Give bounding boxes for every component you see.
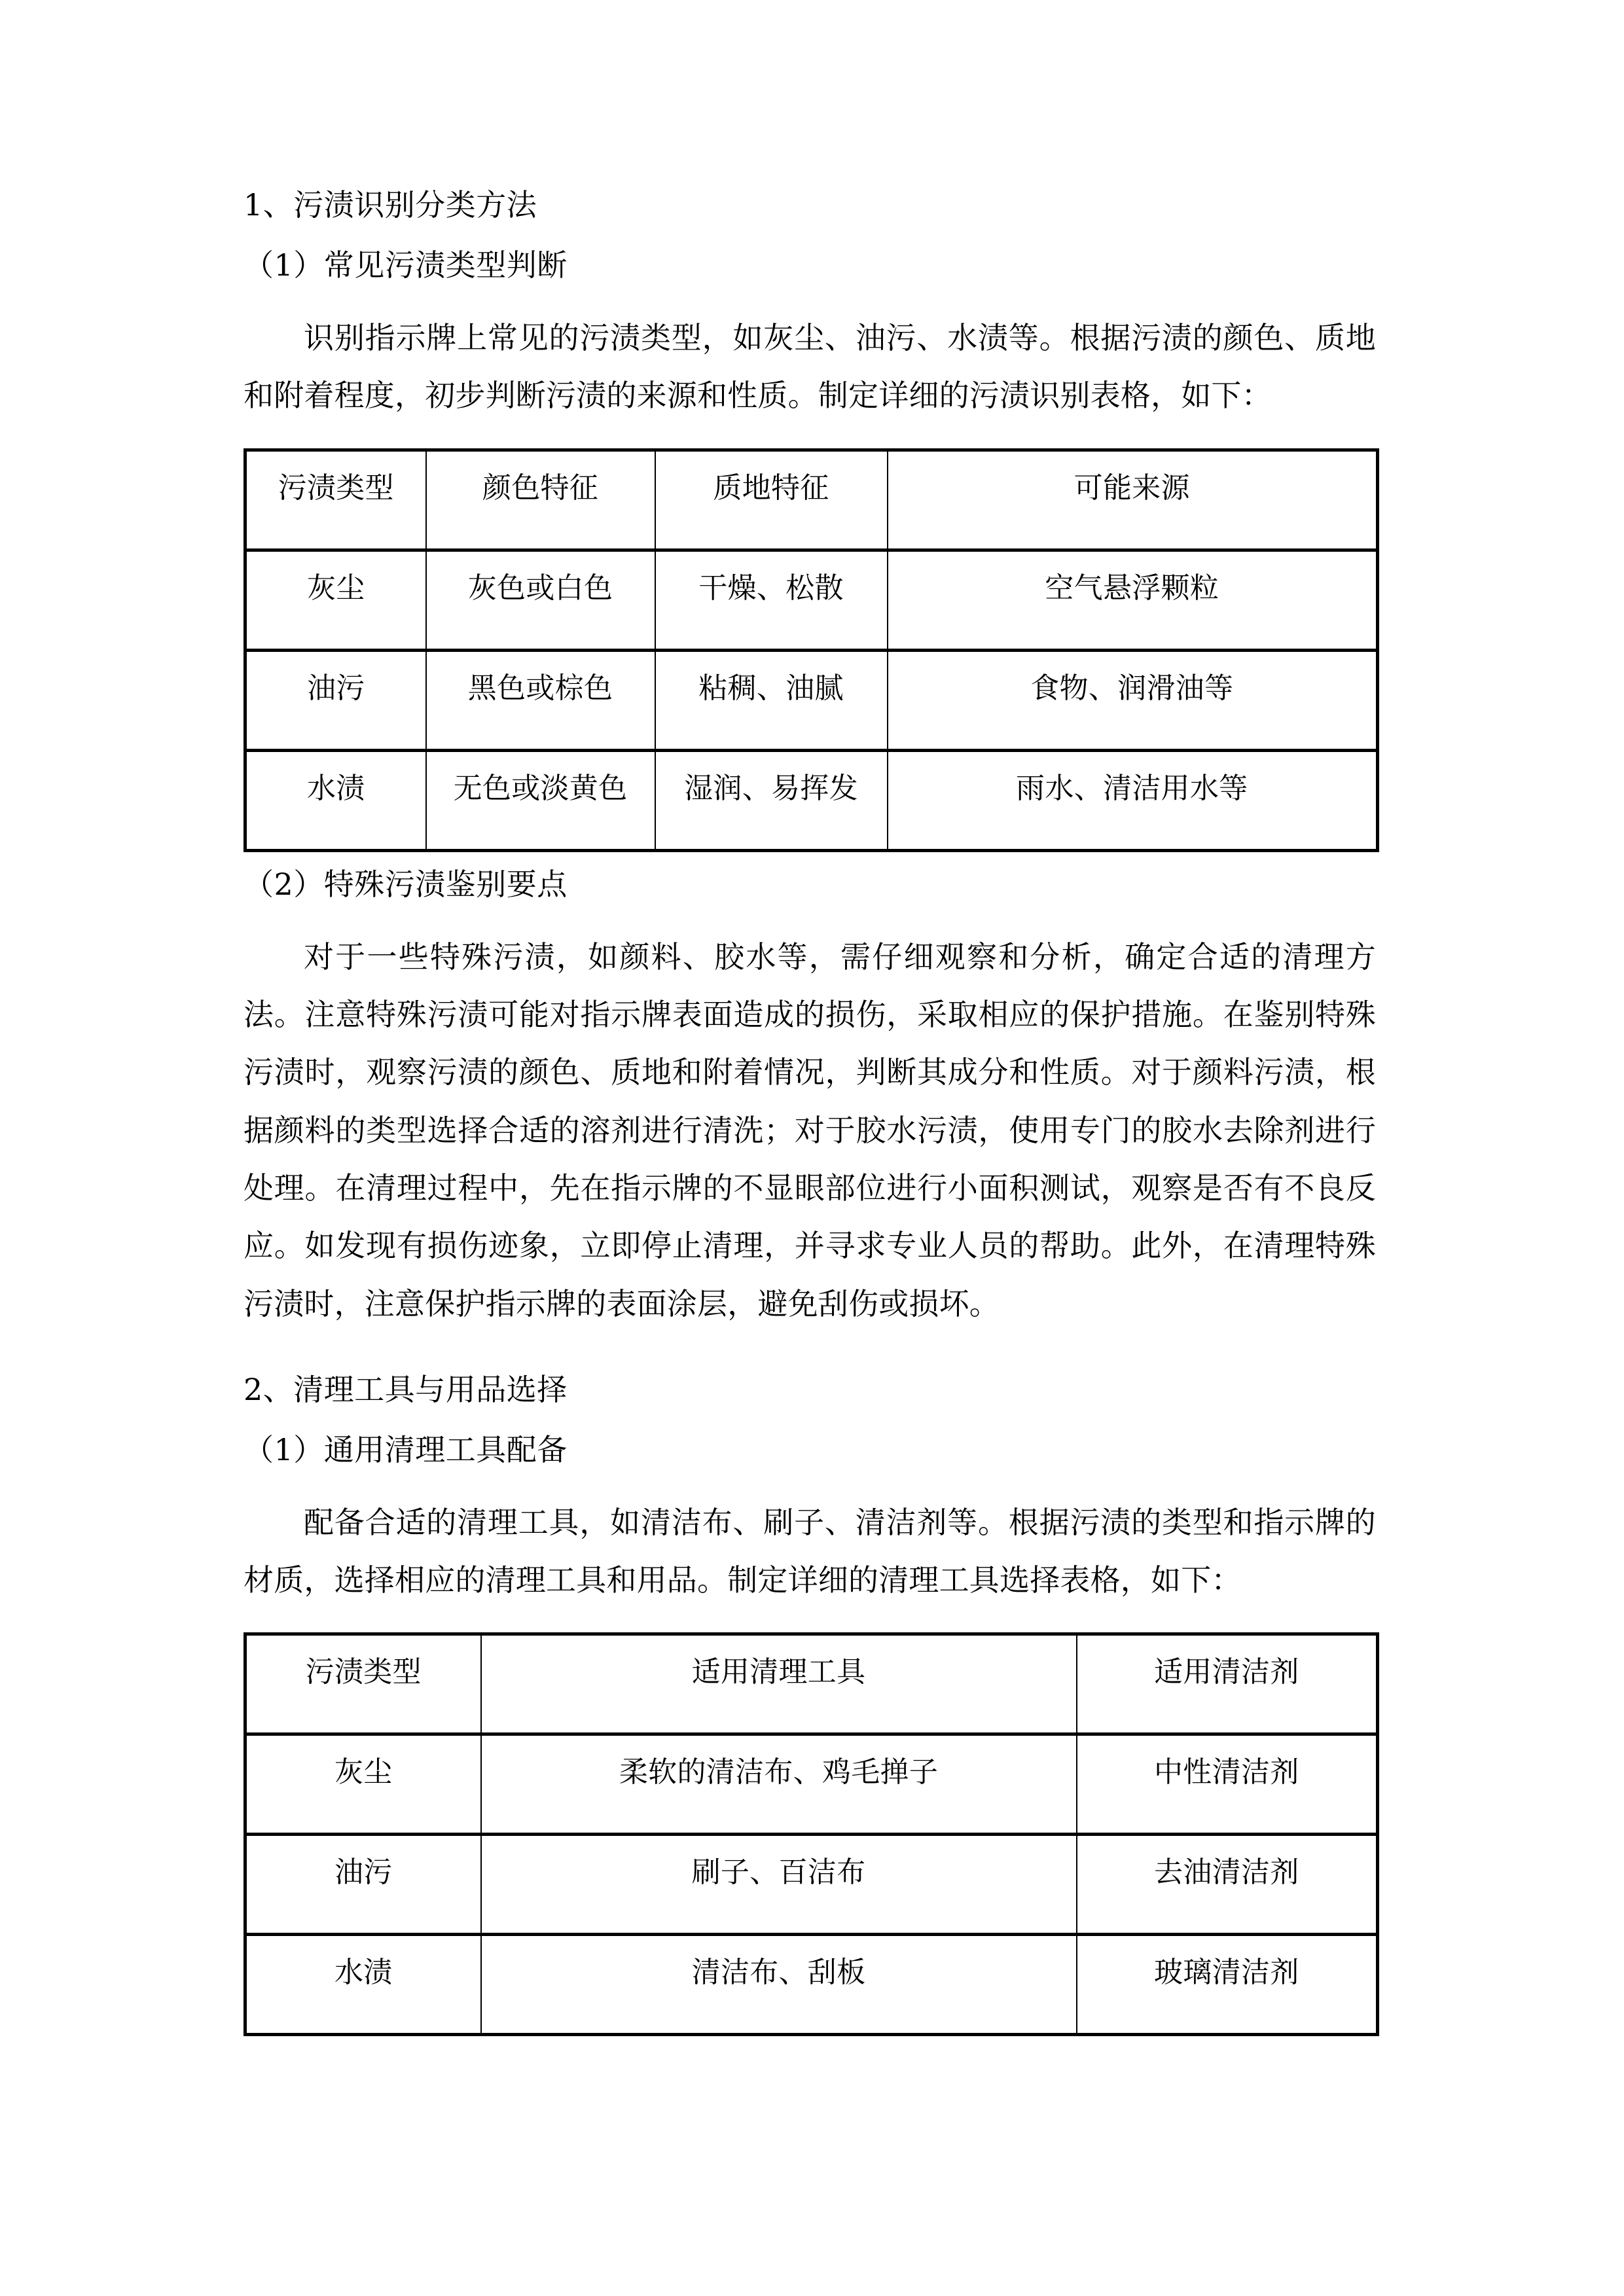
- table-header-cell: 颜色特征: [426, 450, 655, 550]
- table-cell: 食物、润滑油等: [888, 650, 1378, 750]
- table-cell: 干燥、松散: [655, 550, 888, 650]
- table-header-cell: 质地特征: [655, 450, 888, 550]
- table-header-cell: 适用清理工具: [481, 1634, 1077, 1734]
- table-cell: 刷子、百洁布: [481, 1835, 1077, 1935]
- table-cell: 无色或淡黄色: [426, 750, 655, 850]
- section-heading-2: 2、清理工具与用品选择: [244, 1371, 568, 1407]
- stain-identification-table: [244, 448, 1379, 852]
- table-header-cell: 污渍类型: [245, 450, 426, 550]
- table-header-row: [245, 450, 1378, 550]
- section-heading-1: 1、污渍识别分类方法: [244, 187, 537, 223]
- table-cell: 油污: [245, 1835, 481, 1935]
- paragraph-1-2: 对于一些特殊污渍，如颜料、胶水等，需仔细观察和分析，确定合适的清理方法。注意特殊污渍可能对指示牌表面造成的损伤，采取相应的保护措施。在鉴别特殊污渍时，观察污渍的颜色、质地和附着情况，判断其成分和性质。对于颜料污渍，根据颜料的类型选择合适的溶剂进行清洗；对于胶水污渍，使用专门的胶水去除剂进行处理。在清理过程中，先在指示牌的不显眼部位进行小面积测试，观察是否有不良反应。如发现有损伤迹象，立即停止清理，并寻求专业人员的帮助。此外，在清理特殊污渍时，注意保护指示牌的表面涂层，避免刮伤或损坏。: [244, 939, 1376, 1321]
- cleaning-tool-table: [244, 1632, 1379, 2036]
- table-cell: 湿润、易挥发: [655, 750, 888, 850]
- table-cell: 柔软的清洁布、鸡毛掸子: [481, 1734, 1077, 1835]
- table-header-cell: 适用清洁剂: [1077, 1634, 1378, 1734]
- table-row: [245, 1734, 1378, 1835]
- table-cell: 粘稠、油腻: [655, 650, 888, 750]
- table-row: [245, 550, 1378, 650]
- table-row: [245, 650, 1378, 750]
- subsection-heading-2-1: （1）通用清理工具配备: [244, 1431, 568, 1467]
- spacer: [244, 1615, 1376, 1632]
- table-cell: 灰色或白色: [426, 550, 655, 650]
- table-row: [245, 1835, 1378, 1935]
- table-header-cell: 可能来源: [888, 450, 1378, 550]
- table-cell: 去油清洁剂: [1077, 1835, 1378, 1935]
- table-cell: 中性清洁剂: [1077, 1734, 1378, 1835]
- subsection-heading-1-2: （2）特殊污渍鉴别要点: [244, 866, 568, 902]
- spacer: [244, 431, 1376, 448]
- table-cell: 水渍: [245, 1935, 481, 2035]
- table-cell: 黑色或棕色: [426, 650, 655, 750]
- table-row: [245, 1935, 1378, 2035]
- table-cell: 玻璃清洁剂: [1077, 1935, 1378, 2035]
- table-row: [245, 750, 1378, 850]
- table-cell: 清洁布、刮板: [481, 1935, 1077, 2035]
- paragraph-1-1: 识别指示牌上常见的污渍类型，如灰尘、油污、水渍等。根据污渍的颜色、质地和附着程度，初步判断污渍的来源和性质。制定详细的污渍识别表格，如下：: [244, 320, 1376, 414]
- table-cell: 油污: [245, 650, 426, 750]
- table-cell: 灰尘: [245, 1734, 481, 1835]
- table-cell: 水渍: [245, 750, 426, 850]
- table-cell: 空气悬浮颗粒: [888, 550, 1378, 650]
- table-header-cell: 污渍类型: [245, 1634, 481, 1734]
- subsection-heading-1-1: （1）常见污渍类型判断: [244, 247, 568, 283]
- spacer: [244, 1339, 1376, 1374]
- paragraph-2-1: 配备合适的清理工具，如清洁布、刷子、清洁剂等。根据污渍的类型和指示牌的材质，选择相应的清理工具和用品。制定详细的清理工具选择表格，如下：: [244, 1504, 1376, 1598]
- table-cell: 雨水、清洁用水等: [888, 750, 1378, 850]
- table-header-row: [245, 1634, 1378, 1734]
- document-content: [244, 187, 1376, 2036]
- table-cell: 灰尘: [245, 550, 426, 650]
